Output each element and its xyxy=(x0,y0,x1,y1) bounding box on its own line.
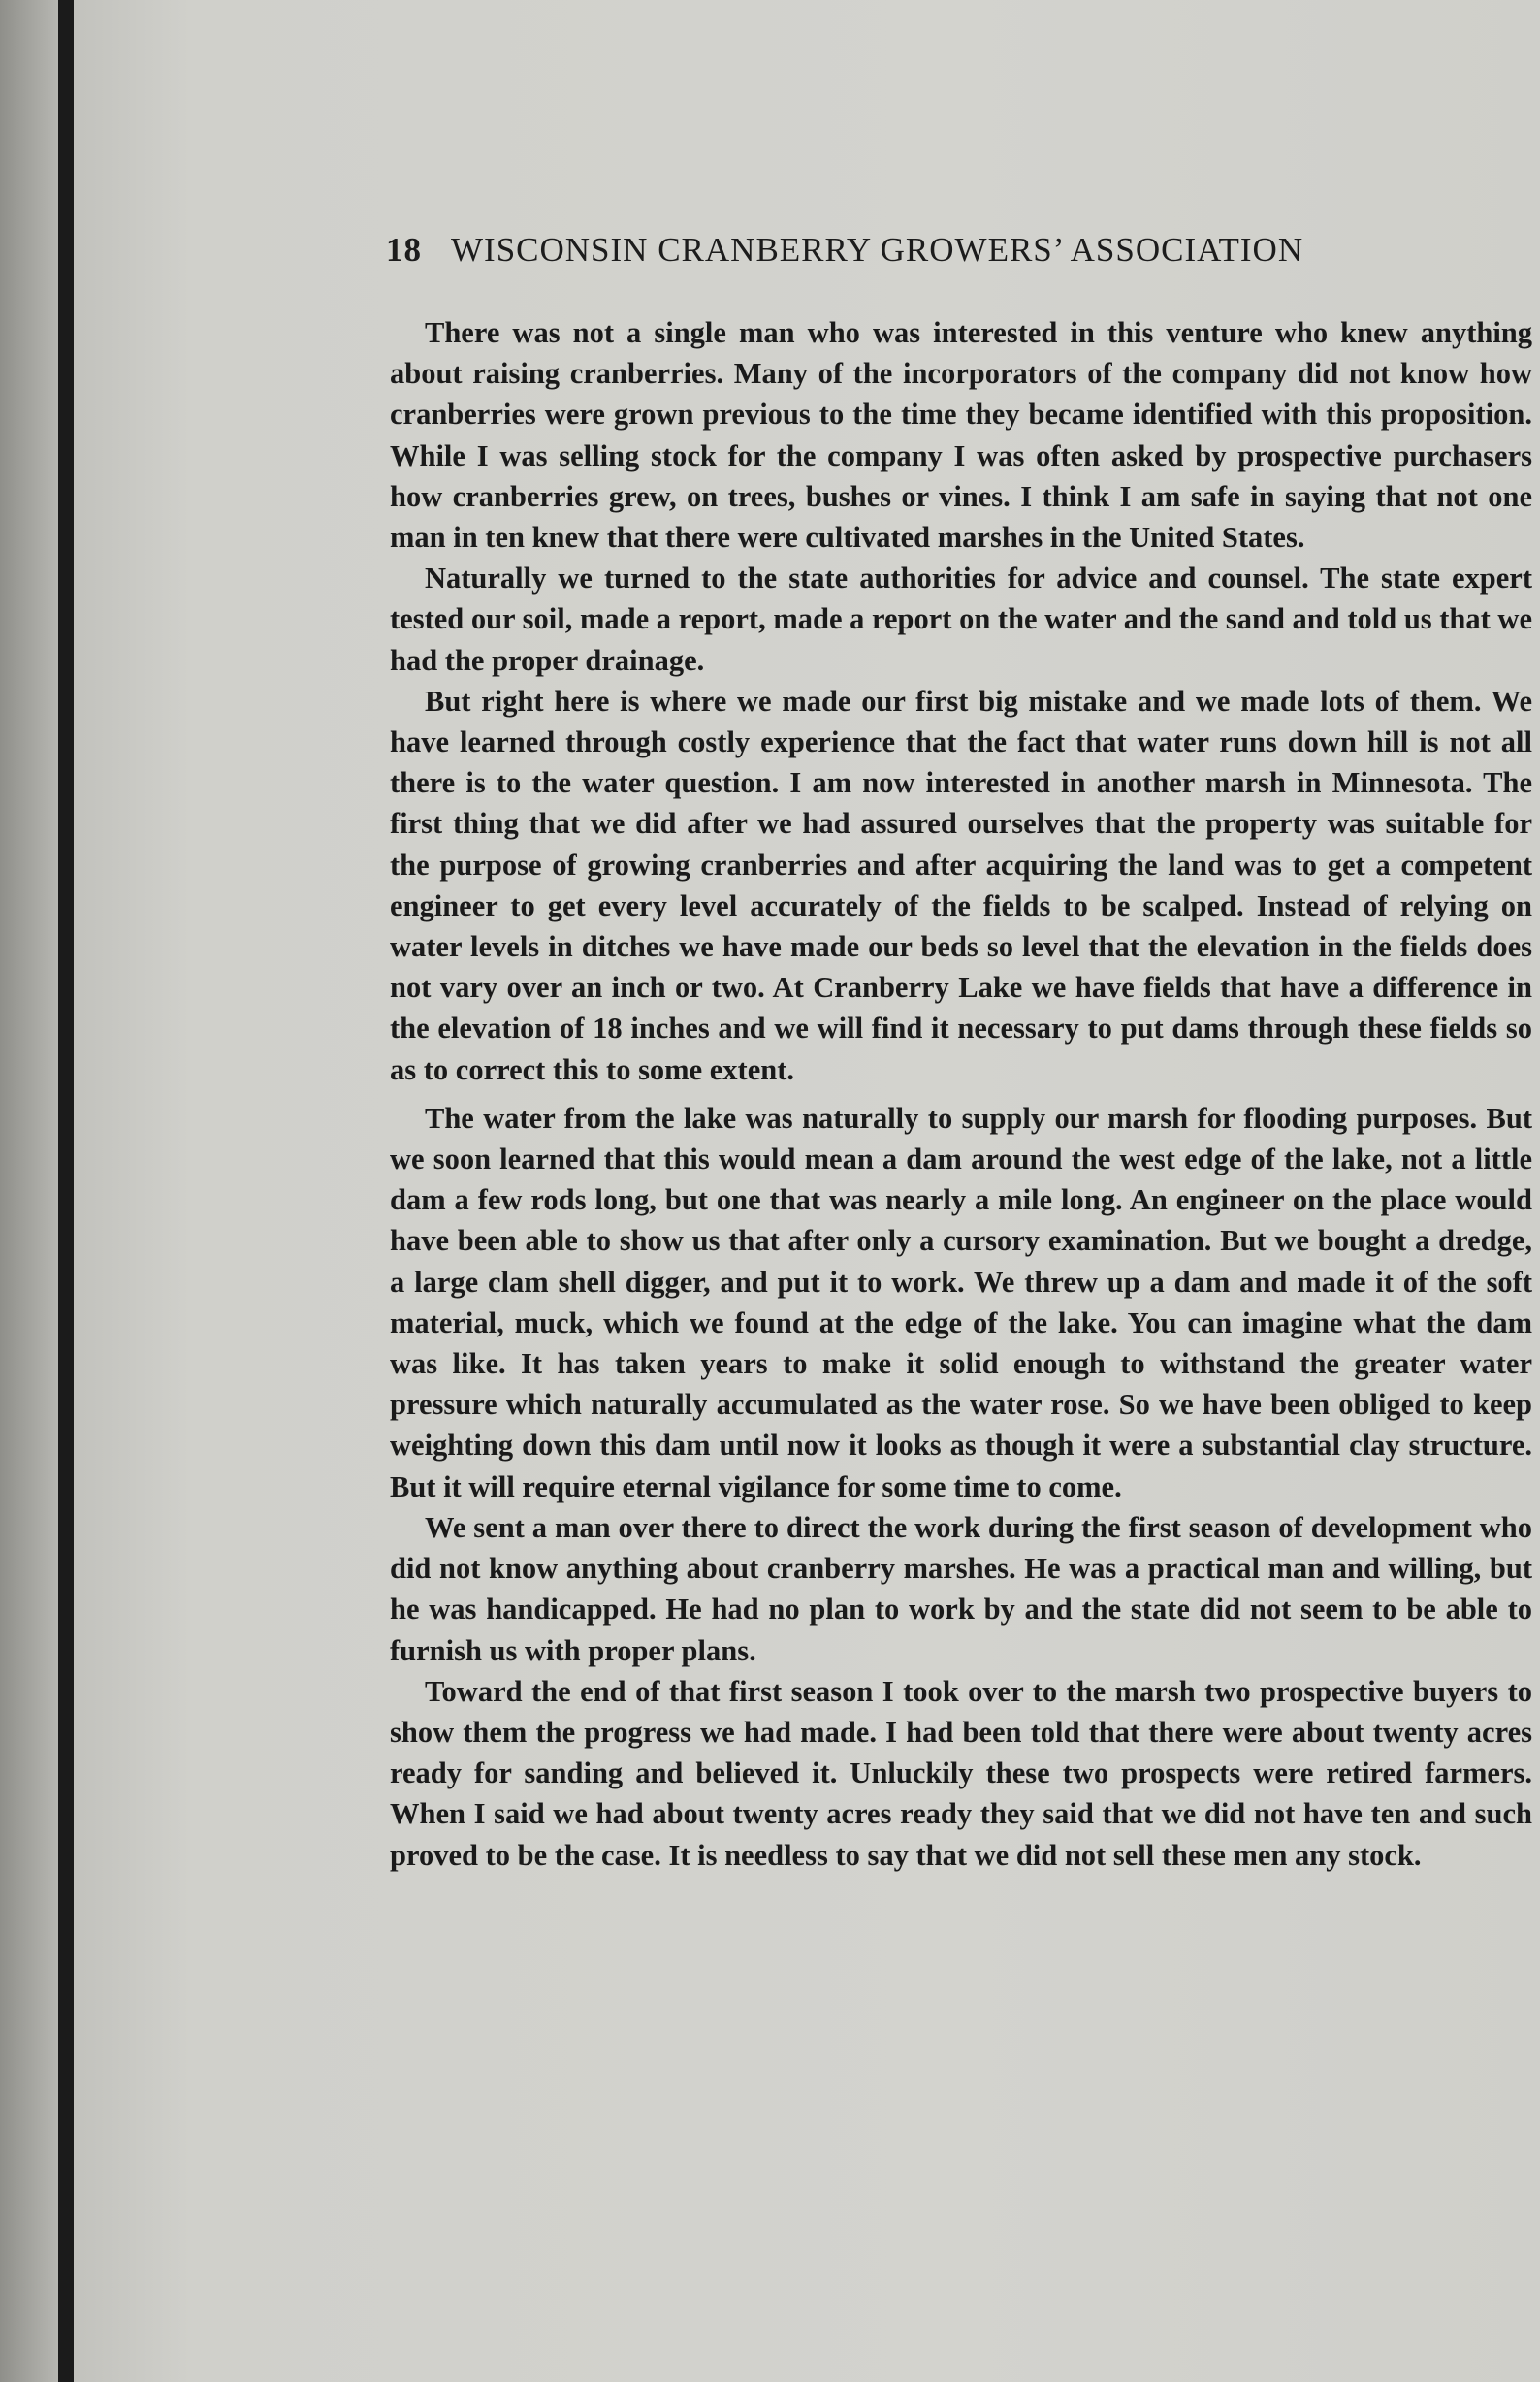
paragraph: Toward the end of that first season I took over to the marsh two prospective buyers to show them the progress we had made. I had been told that there were about twenty acres ready for sanding and believed it. Unluckily these two prospects were retired farmers. When I said we had about twenty acres ready they said that we did not have ten and such proved to be the case. It is needless to say that we did not sell these men any stock. xyxy=(390,1674,1532,1872)
book-binding-edge xyxy=(58,0,74,2382)
running-header xyxy=(386,231,1453,270)
page-number: 18 xyxy=(386,231,422,269)
paragraph: We sent a man over there to direct the work during the first season of development who did not know anything about cranberry marshes. He was a practical man and willing, but he was handicapped. He had no plan to work by and the state did not seem to be able to furnish us with proper plans. xyxy=(390,1510,1532,1667)
paragraph: But right here is where we made our first big mistake and we made lots of them. We have learned through costly experience that the fact that water runs down hill is not all there is to the water question. I am now interested in another marsh in Minnesota. The first thing that we did after we had assured ourselves that the property was suitable for the purpose of growing cranberries and after acquiring the land was to get a competent engineer to get every level accurately of the fields to be scalped. Instead of relying on water levels in ditches we have made our beds so level that the elevation in the fields does not vary over an inch or two. At Cranberry Lake we have fields that have a difference in the elevation of 18 inches and we will find it necessary to put dams through these fields so as to correct this to some extent. xyxy=(390,684,1532,1086)
paragraph: The water from the lake was naturally to supply our marsh for flooding purposes. But we soon learned that this would mean a dam around the west edge of the lake, not a little dam a few rods long, but one that was nearly a mile long. An engineer on the place would have been able to show us that after only a cursory examination. But we bought a dredge, a large clam shell digger, and put it to work. We threw up a dam and made it of the soft material, muck, which we found at the edge of the lake. You can imagine what the dam was like. It has taken years to make it solid enough to withstand the greater water pressure which naturally accumulated as the water rose. So we have been obliged to keep weighting down this dam until now it looks as though it were a substantial clay structure. But it will require eternal vigilance for some time to come. xyxy=(390,1101,1532,1503)
page-body xyxy=(390,312,1532,1876)
paragraph: Naturally we turned to the state authorities for advice and counsel. The state expert tested our soil, made a report, made a report on the water and the sand and told us that we had the proper drainage. xyxy=(390,562,1532,677)
paragraph: There was not a single man who was interested in this venture who knew anything about raising cranberries. Many of the incorporators of the company did not know how cranberries were grown previous to the time they became identified with this proposition. While I was selling stock for the company I was often asked by prospective purchasers how cranberries grew, on trees, bushes or vines. I think I am safe in saying that not one man in ten knew that there were cultivated marshes in the United States. xyxy=(390,316,1532,555)
running-title: WISCONSIN CRANBERRY GROWERS’ ASSOCIATION xyxy=(451,231,1304,269)
